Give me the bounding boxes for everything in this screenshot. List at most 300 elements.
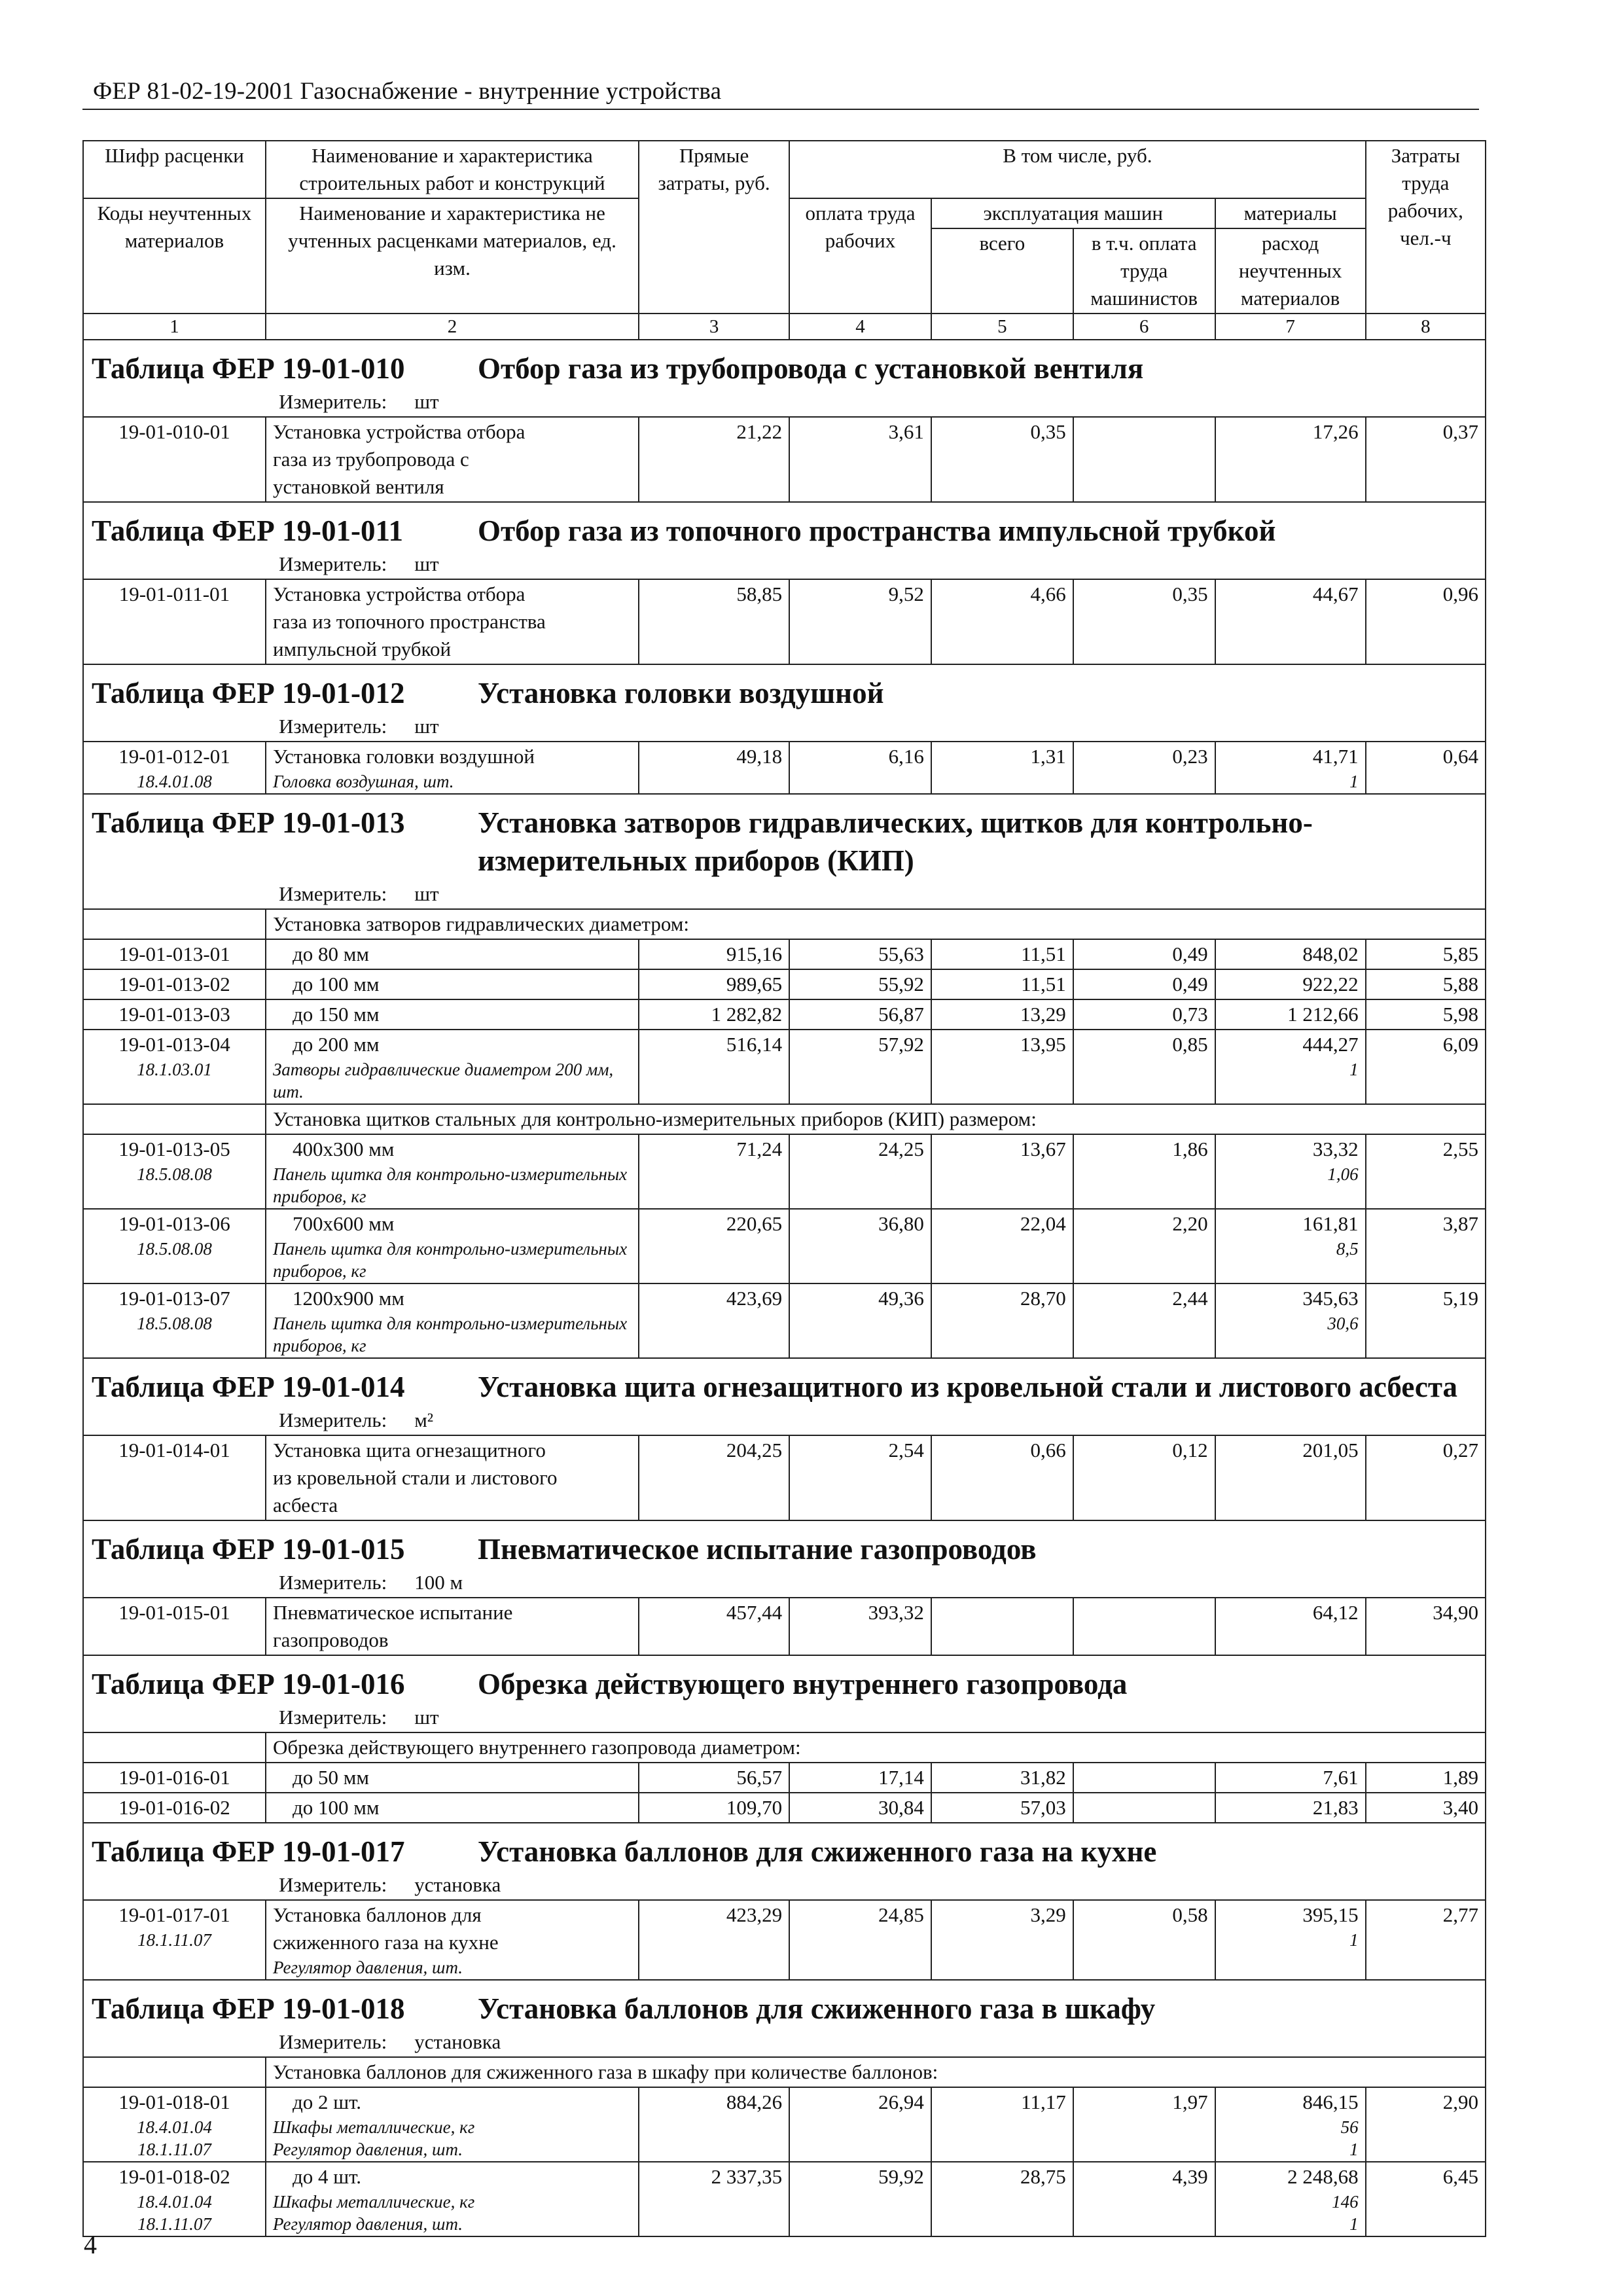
value: 5,88 (1442, 973, 1478, 996)
material-qty: 56 (1340, 2117, 1359, 2137)
measure-cell (83, 1568, 1486, 1598)
table-title: Установка щита огнезащитного из кровельной стали и листового асбеста (478, 1371, 1457, 1403)
page-number: 4 (84, 2230, 97, 2259)
measure-label: Измеритель: (279, 390, 387, 413)
table-title: Установка баллонов для сжиженного газа в шкафу (478, 1992, 1156, 2025)
rate-name-cell (266, 999, 639, 1030)
value: 11,51 (1021, 942, 1066, 965)
value-cell (1366, 1763, 1486, 1793)
table-code: Таблица ФЕР 19-01-012 (92, 677, 405, 709)
value: 915,16 (726, 942, 783, 965)
measure-row (83, 1568, 1486, 1598)
measure-cell (83, 712, 1486, 742)
table-code: Таблица ФЕР 19-01-013 (92, 806, 405, 839)
value-cell (1073, 1030, 1215, 1104)
value-cell (1366, 1435, 1486, 1520)
value: 71,24 (736, 1138, 783, 1160)
value-cell (639, 1598, 789, 1655)
measure-unit: шт (414, 552, 439, 575)
rate-name-cell (266, 742, 639, 794)
value: 345,63 (1302, 1287, 1359, 1310)
material-code: 18.1.03.01 (137, 1060, 212, 1079)
value-cell (789, 939, 931, 969)
measure-label: Измеритель: (279, 1571, 387, 1594)
value: 0,37 (1442, 420, 1478, 443)
rate-name: асбеста (272, 1494, 338, 1516)
col-number: 8 (1366, 314, 1486, 340)
material-name: Регулятор давления, шт. (272, 2140, 463, 2159)
value-cell (1215, 1209, 1366, 1283)
table-row (83, 742, 1486, 794)
rate-code-cell (83, 417, 266, 502)
measure-unit: установка (414, 2030, 501, 2053)
col-header-mat-usage: расход неучтенных материалов (1215, 228, 1366, 314)
material-name: Регулятор давления, шт. (272, 1958, 463, 1977)
value-cell (931, 742, 1073, 794)
rate-code: 19-01-015-01 (118, 1601, 230, 1624)
measure-unit: шт (414, 390, 439, 413)
value: 0,27 (1442, 1439, 1478, 1462)
value-cell (1073, 999, 1215, 1030)
value: 24,25 (878, 1138, 924, 1160)
rate-name: газа из топочного пространства (272, 610, 546, 633)
value-cell (789, 999, 931, 1030)
table-title-cell (83, 1980, 1486, 2028)
value-cell (1366, 939, 1486, 969)
value: 0,49 (1172, 942, 1208, 965)
value: 516,14 (726, 1033, 783, 1056)
rate-name: Установка головки воздушной (272, 745, 535, 768)
value: 220,65 (726, 1212, 783, 1235)
value-cell (1073, 1435, 1215, 1520)
table-title-cell (83, 502, 1486, 550)
material-qty: 1 (1349, 772, 1359, 791)
value: 3,40 (1442, 1796, 1478, 1819)
rate-name-cell (266, 1598, 639, 1655)
material-code: 18.5.08.08 (137, 1164, 212, 1184)
rate-code: 19-01-017-01 (118, 1903, 230, 1926)
measure-cell (83, 1703, 1486, 1732)
rate-code: 19-01-012-01 (118, 745, 230, 768)
value: 423,29 (726, 1903, 783, 1926)
measure-unit: 100 м (414, 1571, 463, 1594)
table-title-row (83, 340, 1486, 387)
value: 26,94 (878, 2090, 924, 2113)
value: 13,95 (1020, 1033, 1066, 1056)
group-heading-cell (266, 2057, 1486, 2087)
value-cell (639, 1435, 789, 1520)
table-code: Таблица ФЕР 19-01-017 (92, 1835, 405, 1868)
value-cell (639, 1763, 789, 1793)
value-cell (1215, 1793, 1366, 1823)
material-code: 18.4.01.08 (137, 772, 212, 791)
rate-name-cell (266, 2087, 639, 2162)
value-cell (931, 1030, 1073, 1104)
value: 11,17 (1021, 2090, 1066, 2113)
measure-row (83, 1406, 1486, 1435)
value-cell (1073, 1763, 1215, 1793)
rate-code-cell (83, 969, 266, 999)
value-cell (1073, 579, 1215, 664)
rate-code: 19-01-016-01 (118, 1766, 230, 1789)
table-title-row (83, 1655, 1486, 1703)
value-cell (931, 1283, 1073, 1358)
col-number: 1 (83, 314, 266, 340)
value: 6,09 (1442, 1033, 1478, 1056)
col-number: 2 (266, 314, 639, 340)
table-title-row (83, 794, 1486, 880)
rate-name-cell (266, 1030, 639, 1104)
value: 6,45 (1442, 2165, 1478, 2188)
table-row (83, 1598, 1486, 1655)
value-cell (1073, 1598, 1215, 1655)
rate-code: 19-01-013-06 (118, 1212, 230, 1235)
value: 0,96 (1442, 583, 1478, 605)
value: 1,31 (1030, 745, 1066, 768)
material-name: Панель щитка для контрольно-измерительных приборов, кг (272, 1239, 628, 1281)
value-cell (1366, 969, 1486, 999)
rate-name: сжиженного газа на кухне (272, 1931, 499, 1954)
measure-cell (83, 550, 1486, 579)
rate-code-cell (83, 2087, 266, 2162)
measure-row (83, 2028, 1486, 2057)
value-cell (1215, 969, 1366, 999)
table-row (83, 939, 1486, 969)
value: 161,81 (1302, 1212, 1359, 1235)
measure-label: Измеритель: (279, 1706, 387, 1729)
value-cell (1366, 1793, 1486, 1823)
value: 444,27 (1302, 1033, 1359, 1056)
value-cell (1215, 1435, 1366, 1520)
value: 393,32 (868, 1601, 924, 1624)
measure-unit: шт (414, 715, 439, 738)
measure-unit: шт (414, 1706, 439, 1729)
table-title: Установка баллонов для сжиженного газа на кухне (478, 1835, 1157, 1868)
value: 3,29 (1030, 1903, 1066, 1926)
col-header-incl-pay: в т.ч. оплата труда машинистов (1073, 228, 1215, 314)
value: 5,85 (1442, 942, 1478, 965)
value: 2,54 (888, 1439, 924, 1462)
rate-name-cell (266, 1793, 639, 1823)
rate-code-cell (83, 939, 266, 969)
value: 21,83 (1312, 1796, 1359, 1819)
measure-cell (83, 880, 1486, 909)
value-cell (639, 969, 789, 999)
value: 49,36 (878, 1287, 924, 1310)
value-cell (1215, 1763, 1366, 1793)
group-heading: Обрезка действующего внутреннего газопровода диаметром: (272, 1736, 801, 1759)
value: 21,22 (736, 420, 783, 443)
value: 2,77 (1442, 1903, 1478, 1926)
table-title: Обрезка действующего внутреннего газопровода (478, 1668, 1128, 1700)
rate-code-cell (83, 2162, 266, 2236)
value-cell (1215, 579, 1366, 664)
table-row (83, 999, 1486, 1030)
value: 884,26 (726, 2090, 783, 2113)
table-row (83, 417, 1486, 502)
value: 457,44 (726, 1601, 783, 1624)
value: 17,14 (878, 1766, 924, 1789)
table-code: Таблица ФЕР 19-01-018 (92, 1992, 405, 2025)
measure-label: Измеритель: (279, 715, 387, 738)
group-heading-empty (83, 1732, 266, 1763)
rate-code: 19-01-013-07 (118, 1287, 230, 1310)
value: 0,35 (1030, 420, 1066, 443)
value-cell (639, 1209, 789, 1283)
value-cell (1215, 1900, 1366, 1980)
material-qty: 146 (1332, 2192, 1359, 2212)
value-cell (789, 417, 931, 502)
table-row (83, 1763, 1486, 1793)
value: 1,97 (1172, 2090, 1208, 2113)
rate-name: до 50 мм (292, 1766, 369, 1789)
value: 57,03 (1020, 1796, 1066, 1819)
group-heading-row (83, 1104, 1486, 1134)
rate-code-cell (83, 1598, 266, 1655)
value: 17,26 (1312, 420, 1359, 443)
value: 423,69 (726, 1287, 783, 1310)
value-cell (1215, 999, 1366, 1030)
measure-label: Измеритель: (279, 552, 387, 575)
table-title-cell (83, 794, 1486, 880)
rate-code-cell (83, 742, 266, 794)
table-row (83, 2087, 1486, 2162)
group-heading-row (83, 2057, 1486, 2087)
value-cell (639, 1793, 789, 1823)
value-cell (931, 1793, 1073, 1823)
measure-label: Измеритель: (279, 882, 387, 905)
table-code: Таблица ФЕР 19-01-011 (92, 514, 404, 547)
col-header-labor: Затраты труда рабочих, чел.-ч (1366, 141, 1486, 314)
col-header-materials: материалы (1215, 198, 1366, 228)
rate-code-cell (83, 1030, 266, 1104)
value-cell (1366, 1598, 1486, 1655)
group-heading: Установка баллонов для сжиженного газа в шкафу при количестве баллонов: (272, 2060, 938, 2083)
value-cell (789, 2162, 931, 2236)
document-header-title: ФЕР 81-02-19-2001 Газоснабжение - внутренние устройства (93, 78, 722, 105)
value-cell (789, 1134, 931, 1209)
rate-name-cell (266, 1283, 639, 1358)
rate-name: Установка устройства отбора (272, 583, 526, 605)
rate-code: 19-01-018-01 (118, 2090, 230, 2113)
measure-row (83, 1871, 1486, 1900)
value-cell (789, 1900, 931, 1980)
value-cell (639, 1030, 789, 1104)
table-row (83, 1209, 1486, 1283)
value-cell (639, 2162, 789, 2236)
rate-name: Установка баллонов для (272, 1903, 482, 1926)
group-heading: Установка щитков стальных для контрольно-измерительных приборов (КИП) размером: (272, 1107, 1037, 1130)
value: 0,35 (1172, 583, 1208, 605)
value: 5,19 (1442, 1287, 1478, 1310)
table-title-cell (83, 1520, 1486, 1568)
measure-cell (83, 387, 1486, 417)
table-title: Отбор газа из трубопровода с установкой вентиля (478, 352, 1144, 385)
measure-row (83, 880, 1486, 909)
col-header-machines: эксплуатация машин (931, 198, 1215, 228)
value-cell (789, 579, 931, 664)
value-cell (639, 1134, 789, 1209)
value: 56,57 (736, 1766, 783, 1789)
value-cell (789, 969, 931, 999)
rate-code: 19-01-016-02 (118, 1796, 230, 1819)
value-cell (1366, 1134, 1486, 1209)
value: 0,64 (1442, 745, 1478, 768)
col-header-incl: В том числе, руб. (789, 141, 1366, 198)
measure-cell (83, 2028, 1486, 2057)
value: 0,23 (1172, 745, 1208, 768)
value-cell (1073, 1283, 1215, 1358)
measure-row (83, 550, 1486, 579)
rate-code-cell (83, 1209, 266, 1283)
value: 0,12 (1172, 1439, 1208, 1462)
value-cell (1073, 1900, 1215, 1980)
material-qty: 8,5 (1336, 1239, 1359, 1259)
rate-code: 19-01-010-01 (118, 420, 230, 443)
table-title-cell (83, 664, 1486, 712)
rate-name-cell (266, 579, 639, 664)
value-cell (789, 1283, 931, 1358)
table-title: Пневматическое испытание газопроводов (478, 1533, 1037, 1566)
value-cell (789, 1435, 931, 1520)
material-qty: 1,06 (1327, 1164, 1359, 1184)
rate-name: газопроводов (272, 1628, 389, 1651)
rate-name-cell (266, 1134, 639, 1209)
rate-code-cell (83, 1763, 266, 1793)
rate-name-cell (266, 939, 639, 969)
table-title-row (83, 1823, 1486, 1871)
column-number-row (83, 314, 1486, 340)
material-qty: 30,6 (1327, 1314, 1359, 1333)
header-row-1 (83, 141, 1486, 198)
value-cell (789, 1030, 931, 1104)
value-cell (931, 1900, 1073, 1980)
table-row (83, 579, 1486, 664)
value-cell (789, 2087, 931, 2162)
value: 2,20 (1172, 1212, 1208, 1235)
rate-name: до 100 мм (292, 973, 380, 996)
value: 0,58 (1172, 1903, 1208, 1926)
value: 2,44 (1172, 1287, 1208, 1310)
col-number: 5 (931, 314, 1073, 340)
rate-name: до 150 мм (292, 1003, 380, 1026)
value: 13,29 (1020, 1003, 1066, 1026)
value: 4,66 (1030, 583, 1066, 605)
value: 109,70 (726, 1796, 783, 1819)
material-code: 18.4.01.04 (137, 2192, 212, 2212)
rate-code-cell (83, 1134, 266, 1209)
value-cell (1073, 742, 1215, 794)
measure-cell (83, 1871, 1486, 1900)
table-title: Установка затворов гидравлических, щитков для контрольно-измерительных приборов (КИП) (478, 806, 1313, 877)
value: 2,90 (1442, 2090, 1478, 2113)
material-name: Панель щитка для контрольно-измерительных приборов, кг (272, 1164, 628, 1206)
material-qty: 1 (1349, 2140, 1359, 2159)
value: 1,89 (1442, 1766, 1478, 1789)
value: 0,66 (1030, 1439, 1066, 1462)
value-cell (789, 1763, 931, 1793)
value-cell (931, 1134, 1073, 1209)
table-title-row (83, 664, 1486, 712)
rate-name-cell (266, 1209, 639, 1283)
value: 0,73 (1172, 1003, 1208, 1026)
material-code: 18.1.11.07 (137, 2140, 211, 2159)
col-number: 7 (1215, 314, 1366, 340)
value: 24,85 (878, 1903, 924, 1926)
value-cell (789, 1209, 931, 1283)
value-cell (639, 939, 789, 969)
measure-row (83, 387, 1486, 417)
value-cell (1215, 939, 1366, 969)
value-cell (1215, 1134, 1366, 1209)
material-name: Шкафы металлические, кг (272, 2117, 475, 2137)
value: 30,84 (878, 1796, 924, 1819)
material-qty: 1 (1349, 2214, 1359, 2234)
value-cell (789, 1598, 931, 1655)
value: 3,87 (1442, 1212, 1478, 1235)
value-cell (639, 417, 789, 502)
value: 2 337,35 (711, 2165, 783, 2188)
value-cell (1073, 2162, 1215, 2236)
value: 44,67 (1312, 583, 1359, 605)
value: 2 248,68 (1287, 2165, 1359, 2188)
rate-name-cell (266, 1435, 639, 1520)
value: 22,04 (1020, 1212, 1066, 1235)
value-cell (1366, 2087, 1486, 2162)
value: 33,32 (1312, 1138, 1359, 1160)
rate-name: установкой вентиля (272, 475, 444, 498)
value-cell (789, 1793, 931, 1823)
rate-name: 700x600 мм (292, 1212, 395, 1235)
value: 56,87 (878, 1003, 924, 1026)
value-cell (789, 742, 931, 794)
value-cell (1073, 1209, 1215, 1283)
material-name: Регулятор давления, шт. (272, 2214, 463, 2234)
rate-name-cell (266, 969, 639, 999)
value-cell (931, 2087, 1073, 2162)
value: 59,92 (878, 2165, 924, 2188)
measure-cell (83, 1406, 1486, 1435)
rate-code: 19-01-011-01 (118, 583, 230, 605)
material-name: Панель щитка для контрольно-измерительных приборов, кг (272, 1314, 628, 1355)
rate-code-cell (83, 1283, 266, 1358)
value: 9,52 (888, 583, 924, 605)
value-cell (1215, 417, 1366, 502)
value-cell (1073, 1793, 1215, 1823)
value: 846,15 (1302, 2090, 1359, 2113)
material-name: Головка воздушная, шт. (272, 772, 454, 791)
table-title-row (83, 1980, 1486, 2028)
rate-code-cell (83, 1435, 266, 1520)
value-cell (1073, 1134, 1215, 1209)
value-cell (1366, 1900, 1486, 1980)
value-cell (1366, 1283, 1486, 1358)
value-cell (1073, 969, 1215, 999)
rate-name: газа из трубопровода с (272, 448, 469, 471)
value: 0,85 (1172, 1033, 1208, 1056)
rates-table (82, 140, 1486, 2237)
material-code: 18.4.01.04 (137, 2117, 212, 2137)
rate-code-cell (83, 1793, 266, 1823)
table-title: Установка головки воздушной (478, 677, 884, 709)
material-qty: 1 (1349, 1060, 1359, 1079)
rate-name: 1200x900 мм (292, 1287, 404, 1310)
rate-code: 19-01-018-02 (118, 2165, 230, 2188)
col-header-kody: Коды неучтенных материалов (83, 198, 266, 314)
value: 36,80 (878, 1212, 924, 1235)
table-code: Таблица ФЕР 19-01-016 (92, 1668, 405, 1700)
value-cell (1366, 2162, 1486, 2236)
